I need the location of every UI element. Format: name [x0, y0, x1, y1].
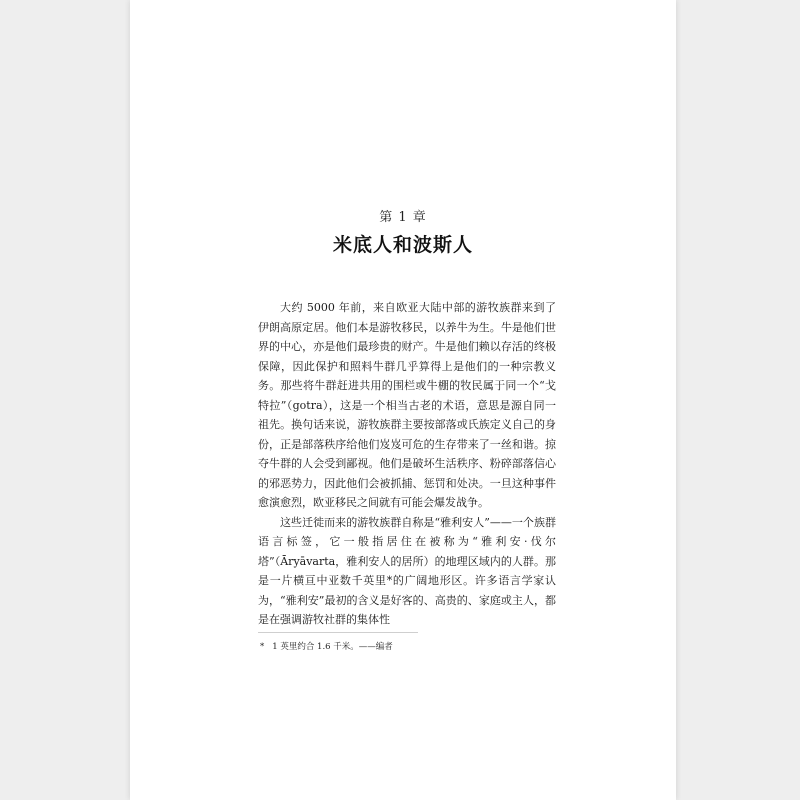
footnote-marker: *	[260, 642, 265, 652]
footnote	[260, 640, 393, 652]
body-text	[258, 298, 556, 630]
paragraph: 这些迁徙而来的游牧族群自称是“雅利安人”——一个族群语言标签，它一般指居住在被称为“雅利安·伐尔塔”（Āryāvarta，雅利安人的居所）的地理区域内的人群。那是一片横亘中亚数千英里*的广阔地形区。许多语言学家认为，“雅利安”最初的含义是好客的、高贵的、家庭或主人，都是在强调游牧社群的集体性	[258, 515, 556, 626]
footnote-divider	[258, 632, 418, 633]
book-page	[130, 0, 676, 800]
footnote-text: 1 英里约合 1.6 千米。——编者	[272, 642, 393, 652]
chapter-title: 米底人和波斯人	[332, 234, 473, 256]
chapter-number: 第 1 章	[379, 210, 427, 225]
paragraph: 大约 5000 年前，来自欧亚大陆中部的游牧族群来到了伊朗高原定居。他们本是游牧移民，以养牛为生。牛是他们世界的中心，亦是他们最珍贵的财产。牛是他们赖以存活的终极保障，因此保护和照料牛群几乎算得上是他们的一种宗教义务。那些将牛群赶进共用的围栏或牛棚的牧民属于同一个“戈特拉”（gotra），这是一个相当古老的术语，意思是源自同一祖先。换句话来说，游牧族群主要按部落或氏族定义自己的身份，正是部落秩序给他们岌岌可危的生存带来了一丝和谐。掠夺牛群的人会受到鄙视。他们是破坏生活秩序、粉碎部落信心的邪恶势力，因此他们会被抓捕、惩罚和处决。一旦这种事件愈演愈烈，欧亚移民之间就有可能会爆发战争。	[258, 301, 556, 509]
